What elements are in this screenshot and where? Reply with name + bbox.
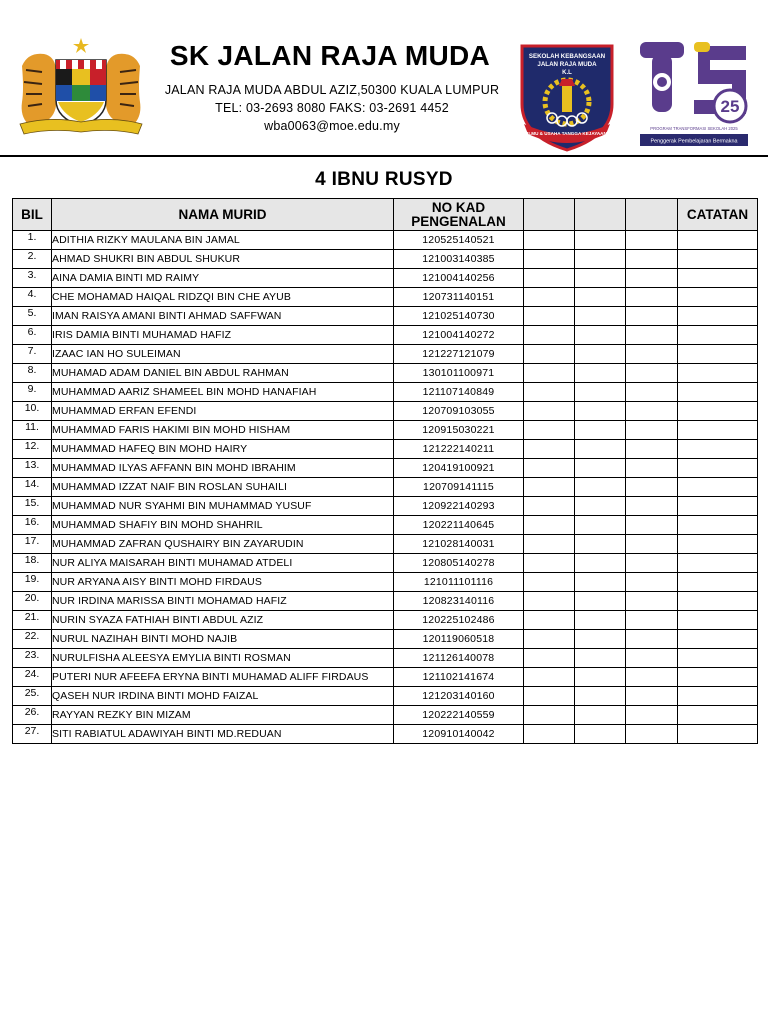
row-blank-3	[626, 250, 678, 269]
row-blank-3	[626, 592, 678, 611]
table-row	[13, 573, 758, 592]
row-blank-2	[575, 554, 626, 573]
row-ic-number: 120823140116	[394, 592, 524, 611]
col-header-blank-3	[626, 199, 678, 231]
row-blank-1	[524, 231, 575, 250]
row-blank-1	[524, 383, 575, 402]
col-header-blank-2	[575, 199, 626, 231]
row-blank-2	[575, 402, 626, 421]
row-student-name: MUHAMMAD IZZAT NAIF BIN ROSLAN SUHAILI	[52, 478, 394, 497]
row-bil: 24.	[13, 668, 52, 687]
row-blank-2	[575, 231, 626, 250]
table-row	[13, 307, 758, 326]
row-student-name: MUHAMMAD AARIZ SHAMEEL BIN MOHD HANAFIAH	[52, 383, 394, 402]
row-notes	[678, 345, 758, 364]
row-blank-2	[575, 592, 626, 611]
row-blank-1	[524, 649, 575, 668]
table-row	[13, 725, 758, 744]
row-blank-2	[575, 611, 626, 630]
col-header-ic-line1: NO KAD	[431, 199, 486, 215]
table-row	[13, 687, 758, 706]
table-row	[13, 497, 758, 516]
row-bil: 7.	[13, 345, 52, 364]
row-notes	[678, 649, 758, 668]
row-student-name: AHMAD SHUKRI BIN ABDUL SHUKUR	[52, 250, 394, 269]
row-blank-3	[626, 516, 678, 535]
table-row	[13, 592, 758, 611]
row-blank-2	[575, 459, 626, 478]
row-blank-1	[524, 440, 575, 459]
ts25-logo-icon	[636, 40, 752, 150]
row-blank-3	[626, 668, 678, 687]
row-blank-3	[626, 649, 678, 668]
row-notes	[678, 725, 758, 744]
row-blank-2	[575, 630, 626, 649]
row-notes	[678, 383, 758, 402]
row-bil: 23.	[13, 649, 52, 668]
school-badge-icon	[514, 42, 620, 152]
row-ic-number: 121004140256	[394, 269, 524, 288]
row-student-name: MUHAMAD ADAM DANIEL BIN ABDUL RAHMAN	[52, 364, 394, 383]
table-row	[13, 250, 758, 269]
ts25-number: 25	[720, 97, 740, 116]
row-bil: 26.	[13, 706, 52, 725]
row-ic-number: 121025140730	[394, 307, 524, 326]
row-blank-2	[575, 250, 626, 269]
row-notes	[678, 668, 758, 687]
table-row	[13, 554, 758, 573]
row-blank-2	[575, 326, 626, 345]
row-notes	[678, 687, 758, 706]
school-name: SK JALAN RAJA MUDA	[169, 40, 491, 71]
table-row	[13, 364, 758, 383]
row-student-name: MUHAMMAD SHAFIY BIN MOHD SHAHRIL	[52, 516, 394, 535]
row-blank-3	[626, 706, 678, 725]
table-row	[13, 326, 758, 345]
row-ic-number: 120419100921	[394, 459, 524, 478]
row-blank-3	[626, 478, 678, 497]
row-notes	[678, 611, 758, 630]
row-blank-1	[524, 307, 575, 326]
row-blank-1	[524, 516, 575, 535]
row-student-name: NURULFISHA ALEESYA EMYLIA BINTI ROSMAN	[52, 649, 394, 668]
row-ic-number: 120709141115	[394, 478, 524, 497]
row-blank-1	[524, 592, 575, 611]
row-blank-1	[524, 611, 575, 630]
row-blank-3	[626, 440, 678, 459]
table-row	[13, 345, 758, 364]
row-notes	[678, 440, 758, 459]
row-blank-3	[626, 573, 678, 592]
row-notes	[678, 573, 758, 592]
row-blank-3	[626, 345, 678, 364]
row-ic-number: 121222140211	[394, 440, 524, 459]
student-roster-table	[12, 198, 758, 744]
table-header-row	[13, 199, 758, 231]
row-blank-1	[524, 421, 575, 440]
row-student-name: IMAN RAISYA AMANI BINTI AHMAD SAFFWAN	[52, 307, 394, 326]
row-blank-2	[575, 345, 626, 364]
school-contact: TEL: 03-2693 8080 FAKS: 03-2691 4452	[215, 101, 449, 115]
row-bil: 19.	[13, 573, 52, 592]
row-blank-1	[524, 706, 575, 725]
row-bil: 12.	[13, 440, 52, 459]
row-student-name: MUHAMMAD HAFEQ BIN MOHD HAIRY	[52, 440, 394, 459]
row-blank-2	[575, 269, 626, 288]
row-blank-2	[575, 573, 626, 592]
table-row	[13, 269, 758, 288]
row-bil: 15.	[13, 497, 52, 516]
row-blank-2	[575, 706, 626, 725]
badge-motto: ILMU & USAHA TANGGA KEJAYAAN	[527, 131, 607, 136]
row-ic-number: 121102141674	[394, 668, 524, 687]
page-header	[0, 0, 768, 158]
row-notes	[678, 516, 758, 535]
row-blank-3	[626, 554, 678, 573]
row-blank-1	[524, 402, 575, 421]
row-student-name: NUR ARYANA AISY BINTI MOHD FIRDAUS	[52, 573, 394, 592]
table-row	[13, 630, 758, 649]
row-bil: 9.	[13, 383, 52, 402]
table-row	[13, 668, 758, 687]
row-blank-3	[626, 326, 678, 345]
school-email: wba0063@moe.edu.my	[264, 119, 400, 133]
row-bil: 8.	[13, 364, 52, 383]
row-student-name: PUTERI NUR AFEEFA ERYNA BINTI MUHAMAD ALIFF FIRDAUS	[52, 668, 394, 687]
row-bil: 21.	[13, 611, 52, 630]
row-ic-number: 121227121079	[394, 345, 524, 364]
row-blank-2	[575, 421, 626, 440]
row-blank-3	[626, 402, 678, 421]
row-student-name: MUHAMMAD ZAFRAN QUSHAIRY BIN ZAYARUDIN	[52, 535, 394, 554]
row-notes	[678, 706, 758, 725]
row-blank-3	[626, 611, 678, 630]
row-student-name: NURUL NAZIHAH BINTI MOHD NAJIB	[52, 630, 394, 649]
row-bil: 17.	[13, 535, 52, 554]
row-student-name: RAYYAN REZKY BIN MIZAM	[52, 706, 394, 725]
table-row	[13, 611, 758, 630]
row-bil: 13.	[13, 459, 52, 478]
row-bil: 2.	[13, 250, 52, 269]
row-blank-3	[626, 421, 678, 440]
table-row	[13, 459, 758, 478]
row-blank-2	[575, 668, 626, 687]
row-blank-3	[626, 307, 678, 326]
row-blank-2	[575, 383, 626, 402]
row-notes	[678, 459, 758, 478]
table-row	[13, 516, 758, 535]
row-blank-1	[524, 535, 575, 554]
row-blank-1	[524, 725, 575, 744]
row-ic-number: 121003140385	[394, 250, 524, 269]
row-blank-2	[575, 535, 626, 554]
row-blank-1	[524, 687, 575, 706]
row-blank-1	[524, 250, 575, 269]
table-row	[13, 535, 758, 554]
row-blank-2	[575, 497, 626, 516]
table-row	[13, 402, 758, 421]
school-address: JALAN RAJA MUDA ABDUL AZIZ,50300 KUALA LUMPUR	[164, 83, 500, 97]
row-blank-3	[626, 364, 678, 383]
row-ic-number: 121126140078	[394, 649, 524, 668]
row-ic-number: 120805140278	[394, 554, 524, 573]
row-blank-1	[524, 269, 575, 288]
row-bil: 3.	[13, 269, 52, 288]
row-blank-3	[626, 725, 678, 744]
row-student-name: ADITHIA RIZKY MAULANA BIN JAMAL	[52, 231, 394, 250]
row-bil: 16.	[13, 516, 52, 535]
row-notes	[678, 554, 758, 573]
row-blank-3	[626, 269, 678, 288]
row-ic-number: 120119060518	[394, 630, 524, 649]
row-bil: 10.	[13, 402, 52, 421]
row-blank-2	[575, 478, 626, 497]
badge-text-2: JALAN RAJA MUDA	[537, 61, 597, 68]
row-student-name: QASEH NUR IRDINA BINTI MOHD FAIZAL	[52, 687, 394, 706]
row-blank-1	[524, 459, 575, 478]
row-ic-number: 120915030221	[394, 421, 524, 440]
row-student-name: IRIS DAMIA BINTI MUHAMAD HAFIZ	[52, 326, 394, 345]
row-student-name: CHE MOHAMAD HAIQAL RIDZQI BIN CHE AYUB	[52, 288, 394, 307]
row-notes	[678, 478, 758, 497]
table-row	[13, 421, 758, 440]
table-row	[13, 288, 758, 307]
row-student-name: MUHAMMAD NUR SYAHMI BIN MUHAMMAD YUSUF	[52, 497, 394, 516]
row-ic-number: 121004140272	[394, 326, 524, 345]
row-bil: 6.	[13, 326, 52, 345]
row-blank-1	[524, 478, 575, 497]
row-blank-1	[524, 345, 575, 364]
col-header-ic	[394, 199, 524, 231]
row-blank-3	[626, 630, 678, 649]
ts25-tagline: Penggerak Pembelajaran Bermakna	[650, 138, 738, 145]
row-bil: 25.	[13, 687, 52, 706]
row-notes	[678, 231, 758, 250]
col-header-notes: CATATAN	[678, 199, 758, 231]
row-bil: 27.	[13, 725, 52, 744]
row-blank-3	[626, 288, 678, 307]
row-ic-number: 121011101116	[394, 573, 524, 592]
row-notes	[678, 326, 758, 345]
row-student-name: MUHAMMAD ILYAS AFFANN BIN MOHD IBRAHIM	[52, 459, 394, 478]
row-blank-2	[575, 516, 626, 535]
row-blank-1	[524, 554, 575, 573]
row-blank-3	[626, 231, 678, 250]
row-student-name: NURIN SYAZA FATHIAH BINTI ABDUL AZIZ	[52, 611, 394, 630]
row-student-name: SITI RABIATUL ADAWIYAH BINTI MD.REDUAN	[52, 725, 394, 744]
table-row	[13, 231, 758, 250]
roster-body	[13, 231, 758, 744]
row-notes	[678, 364, 758, 383]
table-row	[13, 649, 758, 668]
row-bil: 1.	[13, 231, 52, 250]
row-notes	[678, 288, 758, 307]
col-header-bil: BIL	[13, 199, 52, 231]
row-blank-1	[524, 288, 575, 307]
row-bil: 4.	[13, 288, 52, 307]
row-bil: 11.	[13, 421, 52, 440]
row-blank-2	[575, 649, 626, 668]
row-ic-number: 120709103055	[394, 402, 524, 421]
row-bil: 14.	[13, 478, 52, 497]
row-ic-number: 130101100971	[394, 364, 524, 383]
row-student-name: MUHAMMAD ERFAN EFENDI	[52, 402, 394, 421]
row-ic-number: 121107140849	[394, 383, 524, 402]
table-row	[13, 383, 758, 402]
row-blank-3	[626, 383, 678, 402]
row-blank-2	[575, 364, 626, 383]
row-ic-number: 121028140031	[394, 535, 524, 554]
row-blank-3	[626, 535, 678, 554]
row-ic-number: 120525140521	[394, 231, 524, 250]
row-notes	[678, 497, 758, 516]
row-blank-1	[524, 326, 575, 345]
row-ic-number: 120222140559	[394, 706, 524, 725]
row-notes	[678, 630, 758, 649]
col-header-ic-line2: PENGENALAN	[411, 213, 506, 229]
row-student-name: NUR ALIYA MAISARAH BINTI MUHAMAD ATDELI	[52, 554, 394, 573]
row-bil: 18.	[13, 554, 52, 573]
row-ic-number: 120922140293	[394, 497, 524, 516]
row-notes	[678, 535, 758, 554]
row-blank-2	[575, 687, 626, 706]
row-notes	[678, 250, 758, 269]
row-ic-number: 120221140645	[394, 516, 524, 535]
row-notes	[678, 307, 758, 326]
table-row	[13, 706, 758, 725]
row-notes	[678, 402, 758, 421]
row-blank-2	[575, 440, 626, 459]
malaysia-coat-of-arms-icon	[14, 36, 148, 140]
row-blank-3	[626, 459, 678, 478]
table-row	[13, 440, 758, 459]
row-blank-3	[626, 497, 678, 516]
row-ic-number: 120731140151	[394, 288, 524, 307]
row-notes	[678, 421, 758, 440]
row-bil: 20.	[13, 592, 52, 611]
row-bil: 5.	[13, 307, 52, 326]
ts25-program-text: PROGRAM TRANSFORMASI SEKOLAH 2025	[650, 126, 738, 131]
row-blank-2	[575, 725, 626, 744]
row-blank-2	[575, 307, 626, 326]
badge-text-1: SEKOLAH KEBANGSAAN	[528, 53, 606, 60]
class-title: 4 IBNU RUSYD	[315, 169, 453, 190]
row-blank-1	[524, 668, 575, 687]
row-student-name: IZAAC IAN HO SULEIMAN	[52, 345, 394, 364]
row-blank-1	[524, 630, 575, 649]
row-notes	[678, 592, 758, 611]
col-header-blank-1	[524, 199, 575, 231]
row-notes	[678, 269, 758, 288]
row-blank-2	[575, 288, 626, 307]
row-blank-1	[524, 573, 575, 592]
row-blank-1	[524, 364, 575, 383]
header-divider	[0, 155, 768, 157]
row-student-name: MUHAMMAD FARIS HAKIMI BIN MOHD HISHAM	[52, 421, 394, 440]
row-ic-number: 121203140160	[394, 687, 524, 706]
row-ic-number: 120910140042	[394, 725, 524, 744]
row-blank-3	[626, 687, 678, 706]
row-ic-number: 120225102486	[394, 611, 524, 630]
row-student-name: AINA DAMIA BINTI MD RAIMY	[52, 269, 394, 288]
table-row	[13, 478, 758, 497]
row-student-name: NUR IRDINA MARISSA BINTI MOHAMAD HAFIZ	[52, 592, 394, 611]
badge-text-3: K.L	[562, 70, 572, 76]
row-bil: 22.	[13, 630, 52, 649]
col-header-name: NAMA MURID	[52, 199, 394, 231]
row-blank-1	[524, 497, 575, 516]
